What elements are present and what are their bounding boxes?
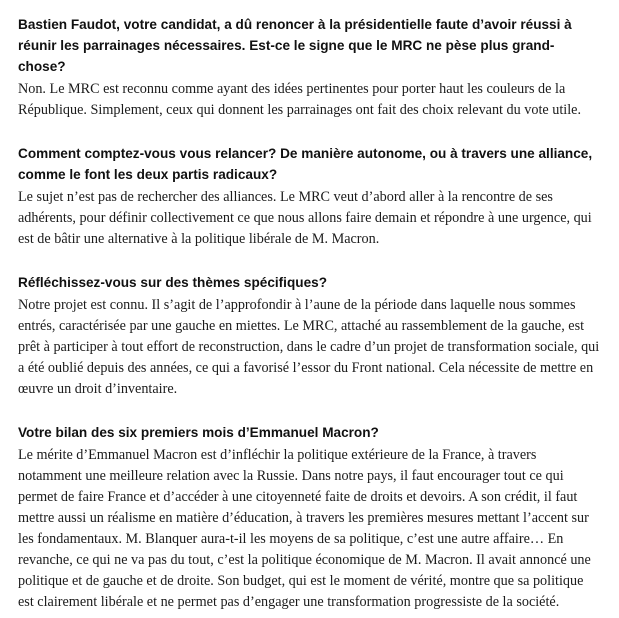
question-text: Réfléchissez-vous sur des thèmes spécifiques?: [18, 275, 327, 290]
answer-text: Notre projet est connu. Il s’agit de l’approfondir à l’aune de la période dans laquelle nous sommes entrés, caractérisée par une gauche en miettes. Le MRC, attaché au rassemblement de la gauche, est prêt à participer à tout effort de reconstruction, dans le cadre d’un projet de transformation sociale, qui a été oublié depuis des années, ce qui a favorisé l’essor du Front national. Cela nécessite de mettre en œuvre un droit d’inventaire.: [18, 297, 600, 397]
qa-block: [18, 272, 601, 400]
question-text: Votre bilan des six premiers mois d’Emmanuel Macron?: [18, 425, 379, 440]
qa-block: [18, 143, 601, 250]
qa-block: [18, 14, 601, 121]
answer-text: Non. Le MRC est reconnu comme ayant des idées pertinentes pour porter haut les couleurs de la République. Simplement, ceux qui donnent les parrainages ont fait des choix relevant du vote utile.: [18, 81, 582, 118]
question-text: Comment comptez-vous vous relancer? De manière autonome, ou à travers une alliance, comme le font les deux partis radicaux?: [18, 146, 593, 182]
answer-text: Le mérite d’Emmanuel Macron est d’infléchir la politique extérieure de la France, à travers notamment une meilleure relation avec la Russie. Dans notre pays, il faut encourager tout ce qui permet de faire France et d’accéder à une citoyenneté faite de droits et devoirs. A son crédit, il faut mettre aussi un réalisme en matière d’éducation, à travers les premières mesures mettant l’accent sur les fondamentaux. M. Blanquer aura-t-il les moyens de sa politique, c’est une autre affaire… En revanche, ce qui ne va pas du tout, c’est la politique économique de M. Macron. Il avait annoncé une politique et de gauche et de droite. Son budget, qui est le moment de vérité, montre que sa politique est clairement libérale et ne permet pas d’engager une transformation progressiste de la société.: [18, 447, 591, 610]
answer-text: Le sujet n’est pas de rechercher des alliances. Le MRC veut d’abord aller à la rencontre de ses adhérents, pour définir collectivement ce que nous allons faire demain et répondre à une urgence, qui est de bâtir une alternative à la politique libérale de M. Macron.: [18, 189, 592, 247]
question-text: Bastien Faudot, votre candidat, a dû renoncer à la présidentielle faute d’avoir réussi à réunir les parrainages nécessaires. Est-ce le signe que le MRC ne pèse plus grand-chose?: [18, 17, 572, 74]
qa-block: [18, 422, 601, 613]
